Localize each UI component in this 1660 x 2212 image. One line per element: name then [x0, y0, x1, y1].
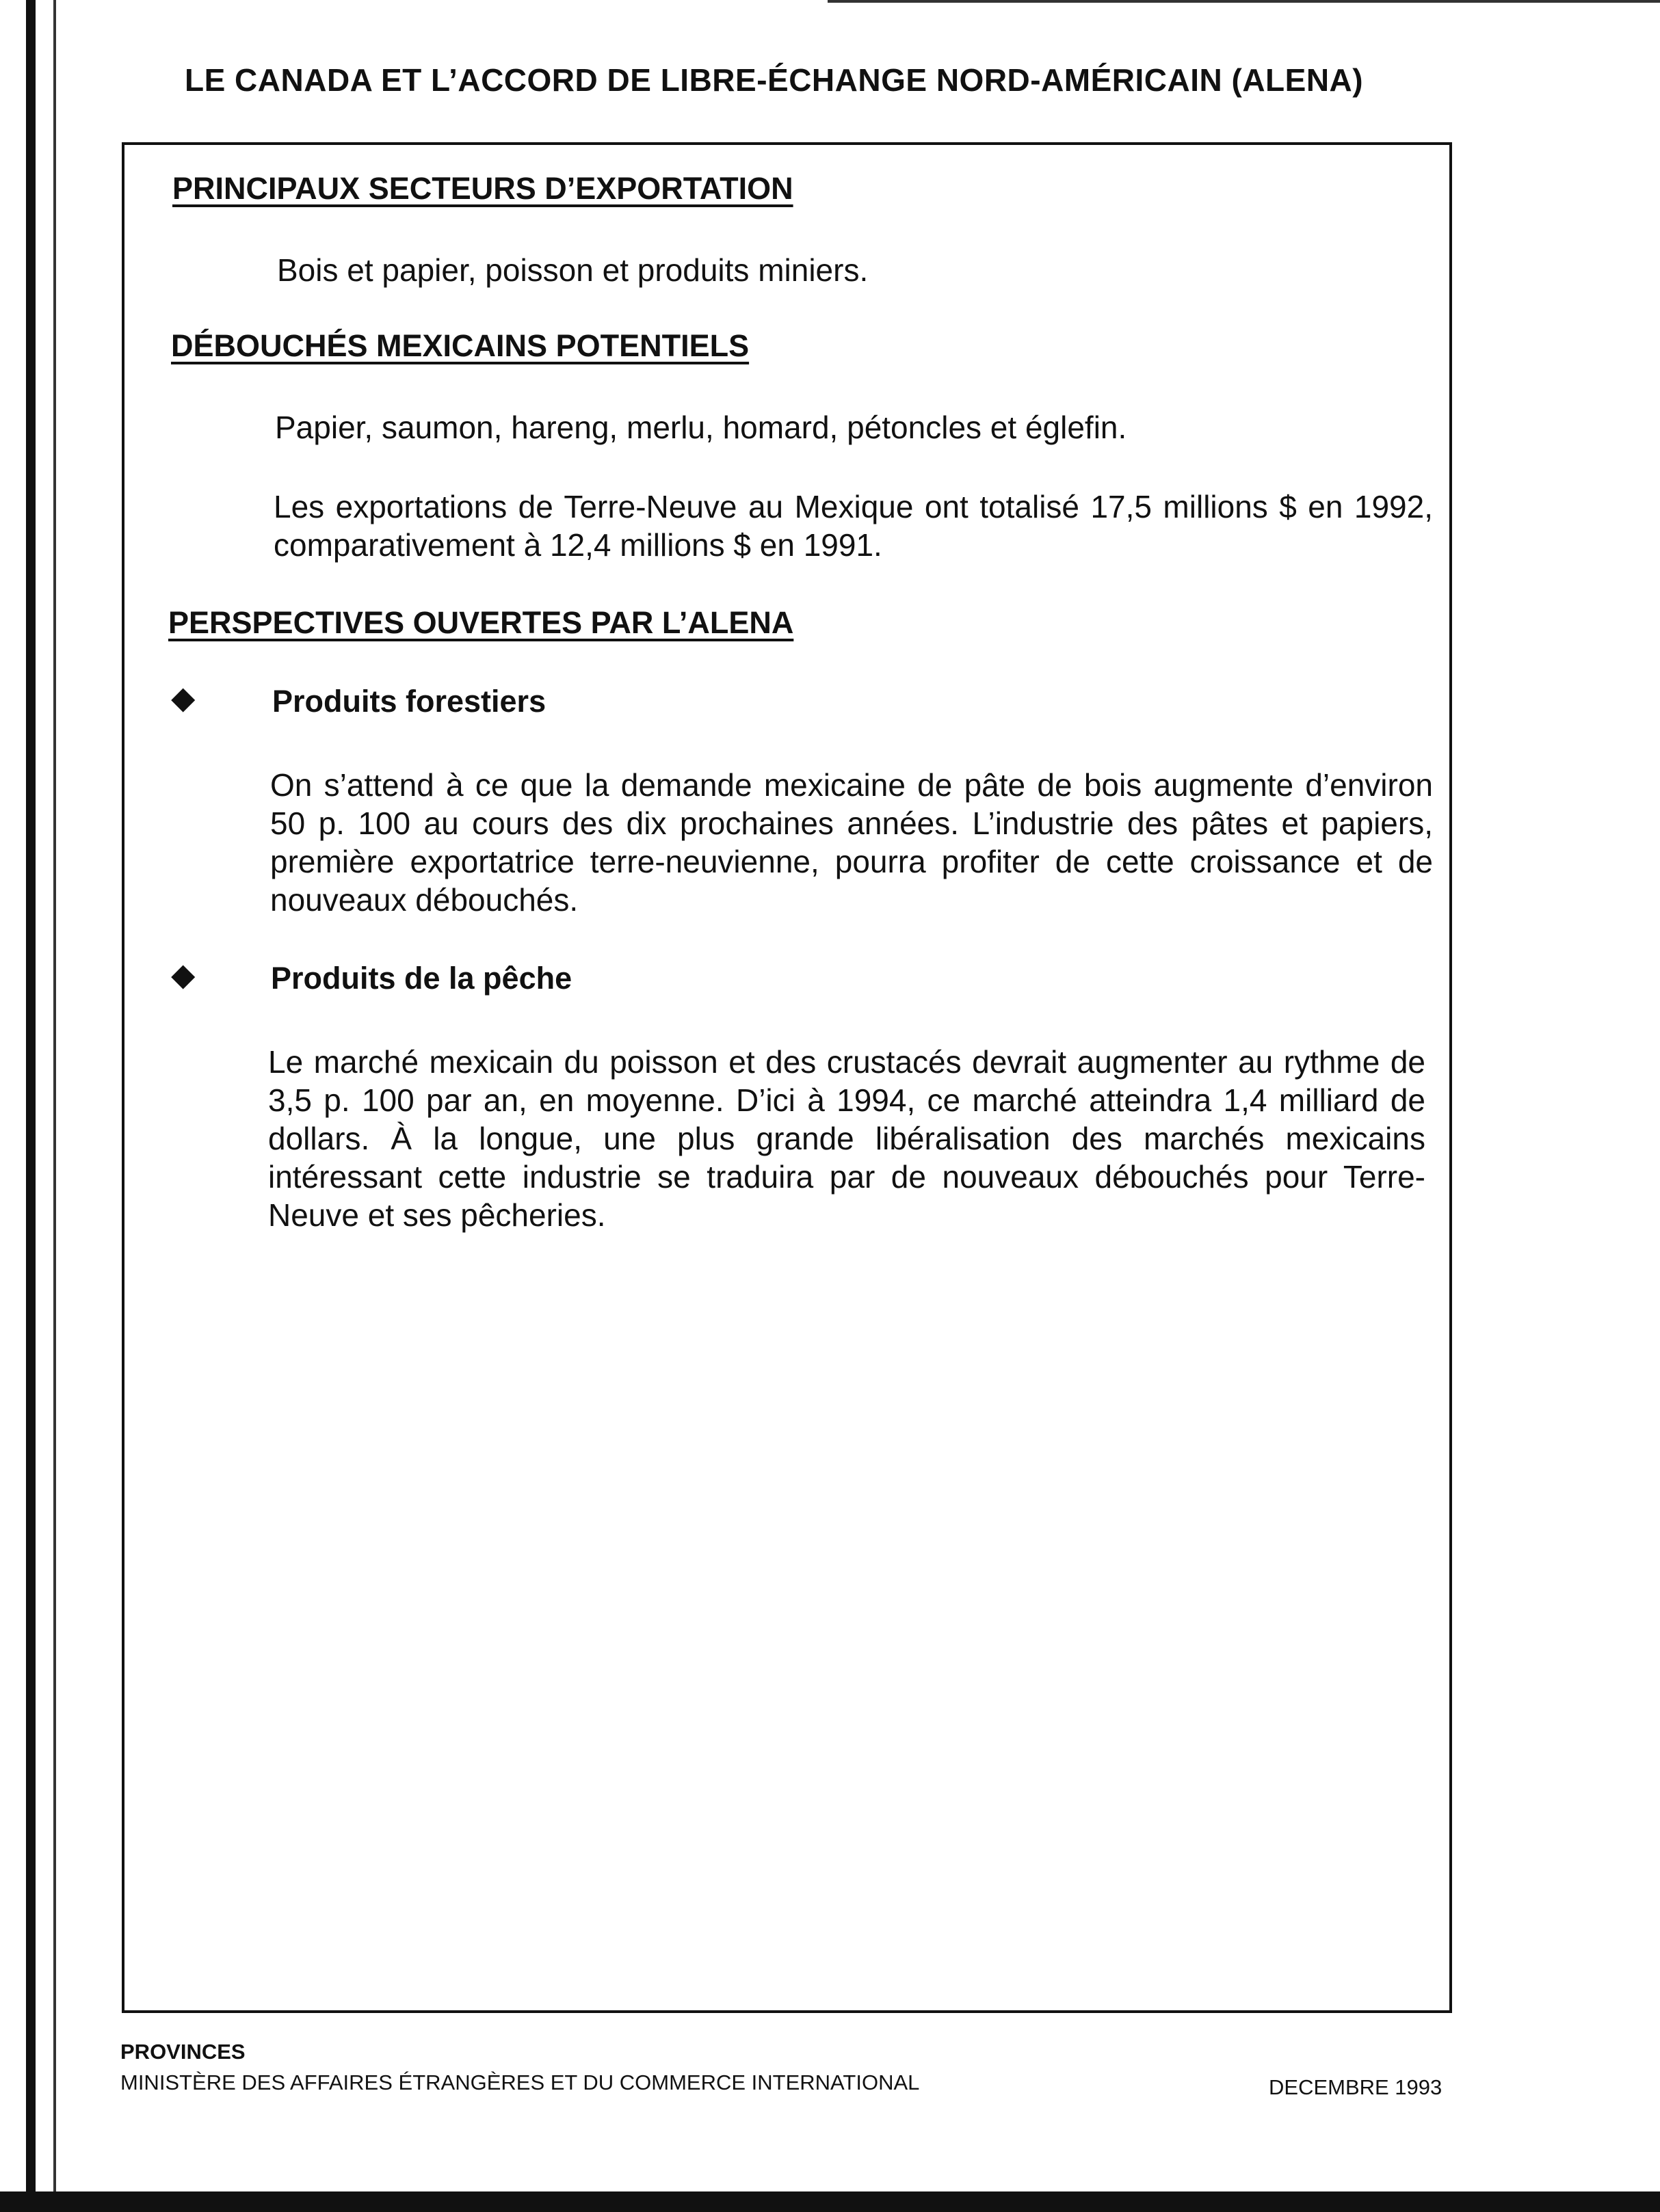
outlook-item-text-forest: On s’attend à ce que la demande mexicaine de pâte de bois augmente d’environ 50 p. 100 au cours des dix prochaines années. L’industrie des pâtes et papiers, première exportatrice terre-neuvienne, pourra profiter de cette croissance et de nouveaux débouchés.	[270, 767, 1433, 918]
scan-edge-top	[828, 0, 1660, 3]
section-heading-exports: PRINCIPAUX SECTEURS D’EXPORTATION	[172, 171, 793, 206]
document-title: LE CANADA ET L’ACCORD DE LIBRE-ÉCHANGE NORD-AMÉRICAIN (ALENA)	[185, 62, 1364, 98]
exports-text: Bois et papier, poisson et produits miniers.	[277, 252, 869, 288]
scan-edge-left	[26, 0, 36, 2212]
scan-edge-bottom	[0, 2191, 1660, 2212]
markets-exports-paragraph: Les exportations de Terre-Neuve au Mexique ont totalisé 17,5 millions $ en 1992, comparativement à 12,4 millions $ en 1991.	[274, 489, 1433, 563]
section-heading-outlook: PERSPECTIVES OUVERTES PAR L’ALENA	[168, 605, 794, 640]
section-heading-markets: DÉBOUCHÉS MEXICAINS POTENTIELS	[171, 328, 750, 363]
scan-edge-left-line	[53, 0, 56, 2212]
outlook-item-text-fishing: Le marché mexicain du poisson et des crustacés devrait augmenter au rythme de 3,5 p. 100 par an, en moyenne. D’ici à 1994, ce marché atteindra 1,4 milliard de dollars. À la longue, une plus grande libéralisation des marchés mexicains intéressant cette industrie se traduira par de nouveaux débouchés pour Terre-Neuve et ses pêcheries.	[268, 1044, 1425, 1233]
outlook-item-title-fishing: Produits de la pêche	[271, 961, 572, 996]
markets-text: Papier, saumon, hareng, merlu, homard, pétoncles et églefin.	[275, 410, 1127, 445]
outlook-item-title-forest: Produits forestiers	[272, 684, 546, 719]
footer-date: DECEMBRE 1993	[1269, 2075, 1442, 2099]
footer-ministry: MINISTÈRE DES AFFAIRES ÉTRANGÈRES ET DU COMMERCE INTERNATIONAL	[120, 2070, 920, 2094]
bullet-diamond-icon: ◆	[171, 957, 196, 992]
bullet-diamond-icon: ◆	[171, 680, 196, 715]
footer-department: PROVINCES	[120, 2040, 246, 2064]
